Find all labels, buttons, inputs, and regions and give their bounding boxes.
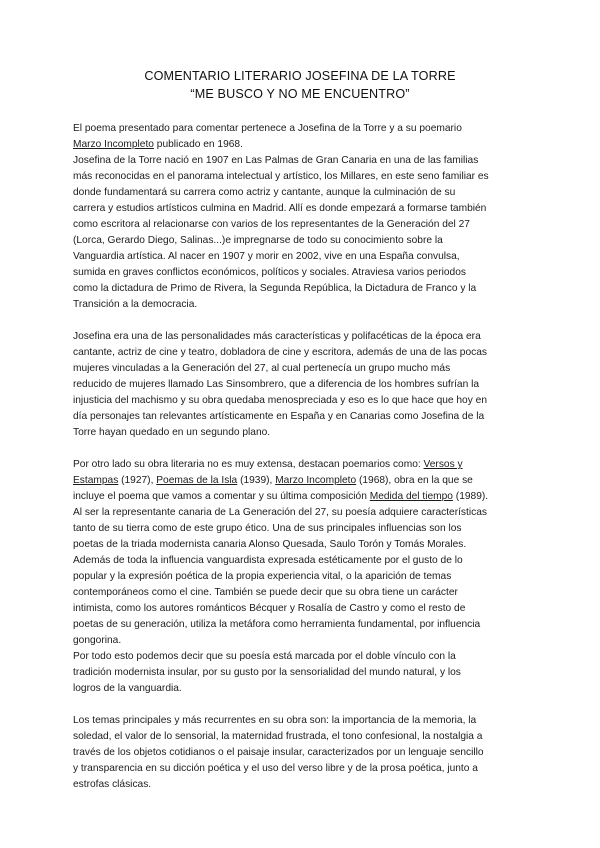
text-line: (Lorca, Gerardo Diego, Salinas...)e impregnarse de todo su conocimiento sobre la: [73, 235, 443, 246]
text-fragment: Por otro lado su obra literaria no es muy extensa, destacan poemarios como:: [73, 459, 424, 470]
paragraph-personality: [73, 329, 533, 441]
text-line: gongorina.: [73, 635, 122, 646]
text-line: sumida en graves conflictos económicos, políticos y sociales. Atraviesa varios periodos: [73, 267, 466, 278]
text-line: intimista, como los autores románticos Bécquer y Rosalía de Castro y como el resto de: [73, 603, 466, 614]
text-line: día personajes tan relevantes artísticamente en España y en Canarias como Josefina de la: [73, 411, 485, 422]
text-line: contemporáneos como el cine. También se puede decir que su obra tiene un carácter: [73, 587, 458, 598]
text-fragment: (1968), obra en la que se: [356, 475, 473, 486]
text-line: como la dictadura de Primo de Rivera, la Segunda República, la Dictadura de Franco y la: [73, 283, 477, 294]
text-line: estrofas clásicas.: [73, 779, 152, 790]
work-title-link: Marzo Incompleto: [73, 139, 154, 150]
text-line: logros de la vanguardia.: [73, 683, 182, 694]
text-line: poetas de la triada modernista canaria Alonso Quesada, Saulo Torón y Tomás Morales.: [73, 539, 467, 550]
text-line: [73, 473, 533, 489]
text-line: tanto de su tierra como de este grupo ético. Una de sus principales influencias son los: [73, 523, 462, 534]
text-line: [73, 489, 533, 505]
paragraph-gap: [73, 697, 533, 713]
text-line: cantante, actriz de cine y teatro, dobladora de cine y escritora, además de una de las pocas: [73, 347, 487, 358]
work-title-link: Medida del tiempo: [369, 491, 453, 502]
text-line: injusticia del machismo y su obra quedaba menospreciada y eso es lo que hace que hoy en: [73, 395, 487, 406]
paragraph-intro: [73, 121, 533, 313]
text-line: [73, 137, 533, 153]
text-line: Transición a la democracia.: [73, 299, 198, 310]
work-title-link: Versos y: [423, 459, 463, 470]
paragraph-literary-work: [73, 457, 533, 697]
text-line: poetas de su generación, utiliza la metáfora como herramienta fundamental, por influencia: [73, 619, 481, 630]
document-body: [73, 121, 533, 793]
text-line: través de los objetos cotidianos o el paisaje insular, caracterizados por un lenguaje sencillo: [73, 747, 484, 758]
text-line: mujeres vinculadas a la Generación del 27, al cual pertenecía un grupo mucho más: [73, 363, 451, 374]
text-line: carrera y estudios artísticos culmina en Madrid. Allí es donde empezará a formarse también: [73, 203, 487, 214]
text-line: reducido de mujeres llamado Las Sinsombrero, que a diferencia de los hombres sufrían la: [73, 379, 480, 390]
text-line: Vanguardia artística. Al nacer en 1907 y morir en 2002, vive en una España convulsa,: [73, 251, 460, 262]
work-title-link: Poemas de la Isla: [156, 475, 238, 486]
text-line: tradición modernista insular, por su gusto por la sensorialidad del mundo natural, y los: [73, 667, 461, 678]
paragraph-gap: [73, 441, 533, 457]
text-fragment: incluye el poema que vamos a comentar y su última composición: [73, 491, 370, 502]
text-line: [73, 457, 533, 473]
text-line: más reconocidas en el panorama intelectual y artístico, los Millares, en este seno familiar es: [73, 171, 489, 182]
text-line: Por todo esto podemos decir que su poesía está marcada por el doble vínculo con la: [73, 651, 456, 662]
text-fragment: (1927),: [118, 475, 157, 486]
document-title: COMENTARIO LITERARIO JOSEFINA DE LA TORRE: [144, 69, 456, 83]
text-line: El poema presentado para comentar pertenece a Josefina de la Torre y a su poemario: [73, 123, 462, 134]
document-subtitle: “ME BUSCO Y NO ME ENCUENTRO”: [190, 87, 410, 101]
text-line: donde fundamentará su carrera como actriz y cantante, aunque la culminación de su: [73, 187, 456, 198]
text-line: como escritora al relacionarse con varios de los representantes de la Generación del 27: [73, 219, 470, 230]
text-line: y transparencia en su dicción poética y el uso del verso libre y de la prosa poética, junto a: [73, 763, 478, 774]
paragraph-gap: [73, 313, 533, 329]
text-line: Al ser la representante canaria de La Generación del 27, su poesía adquiere características: [73, 507, 487, 518]
text-line: Los temas principales y más recurrentes en su obra son: la importancia de la memoria, la: [73, 715, 477, 726]
text-fragment: (1989).: [452, 491, 489, 502]
text-line: Josefina de la Torre nació en 1907 en Las Palmas de Gran Canaria en una de las familias: [73, 155, 479, 166]
paragraph-themes: [73, 713, 533, 793]
text-line: soledad, el valor de lo sensorial, la maternidad frustrada, el tono confesional, la nostalgia a: [73, 731, 483, 742]
text-line: Josefina era una de las personalidades más características y polifacéticas de la época era: [73, 331, 481, 342]
text-line: Además de toda la influencia vanguardista expresada estéticamente por el gusto de lo: [73, 555, 463, 566]
text-fragment: publicado en 1968.: [153, 139, 243, 150]
work-title-link: Estampas: [73, 475, 119, 486]
text-line: popular y la expresión poética de la propia experiencia vital, o la aparición de temas: [73, 571, 452, 582]
text-fragment: (1939),: [237, 475, 276, 486]
text-line: Torre hayan quedado en un segundo plano.: [73, 427, 271, 438]
work-title-link: Marzo Incompleto: [275, 475, 357, 486]
